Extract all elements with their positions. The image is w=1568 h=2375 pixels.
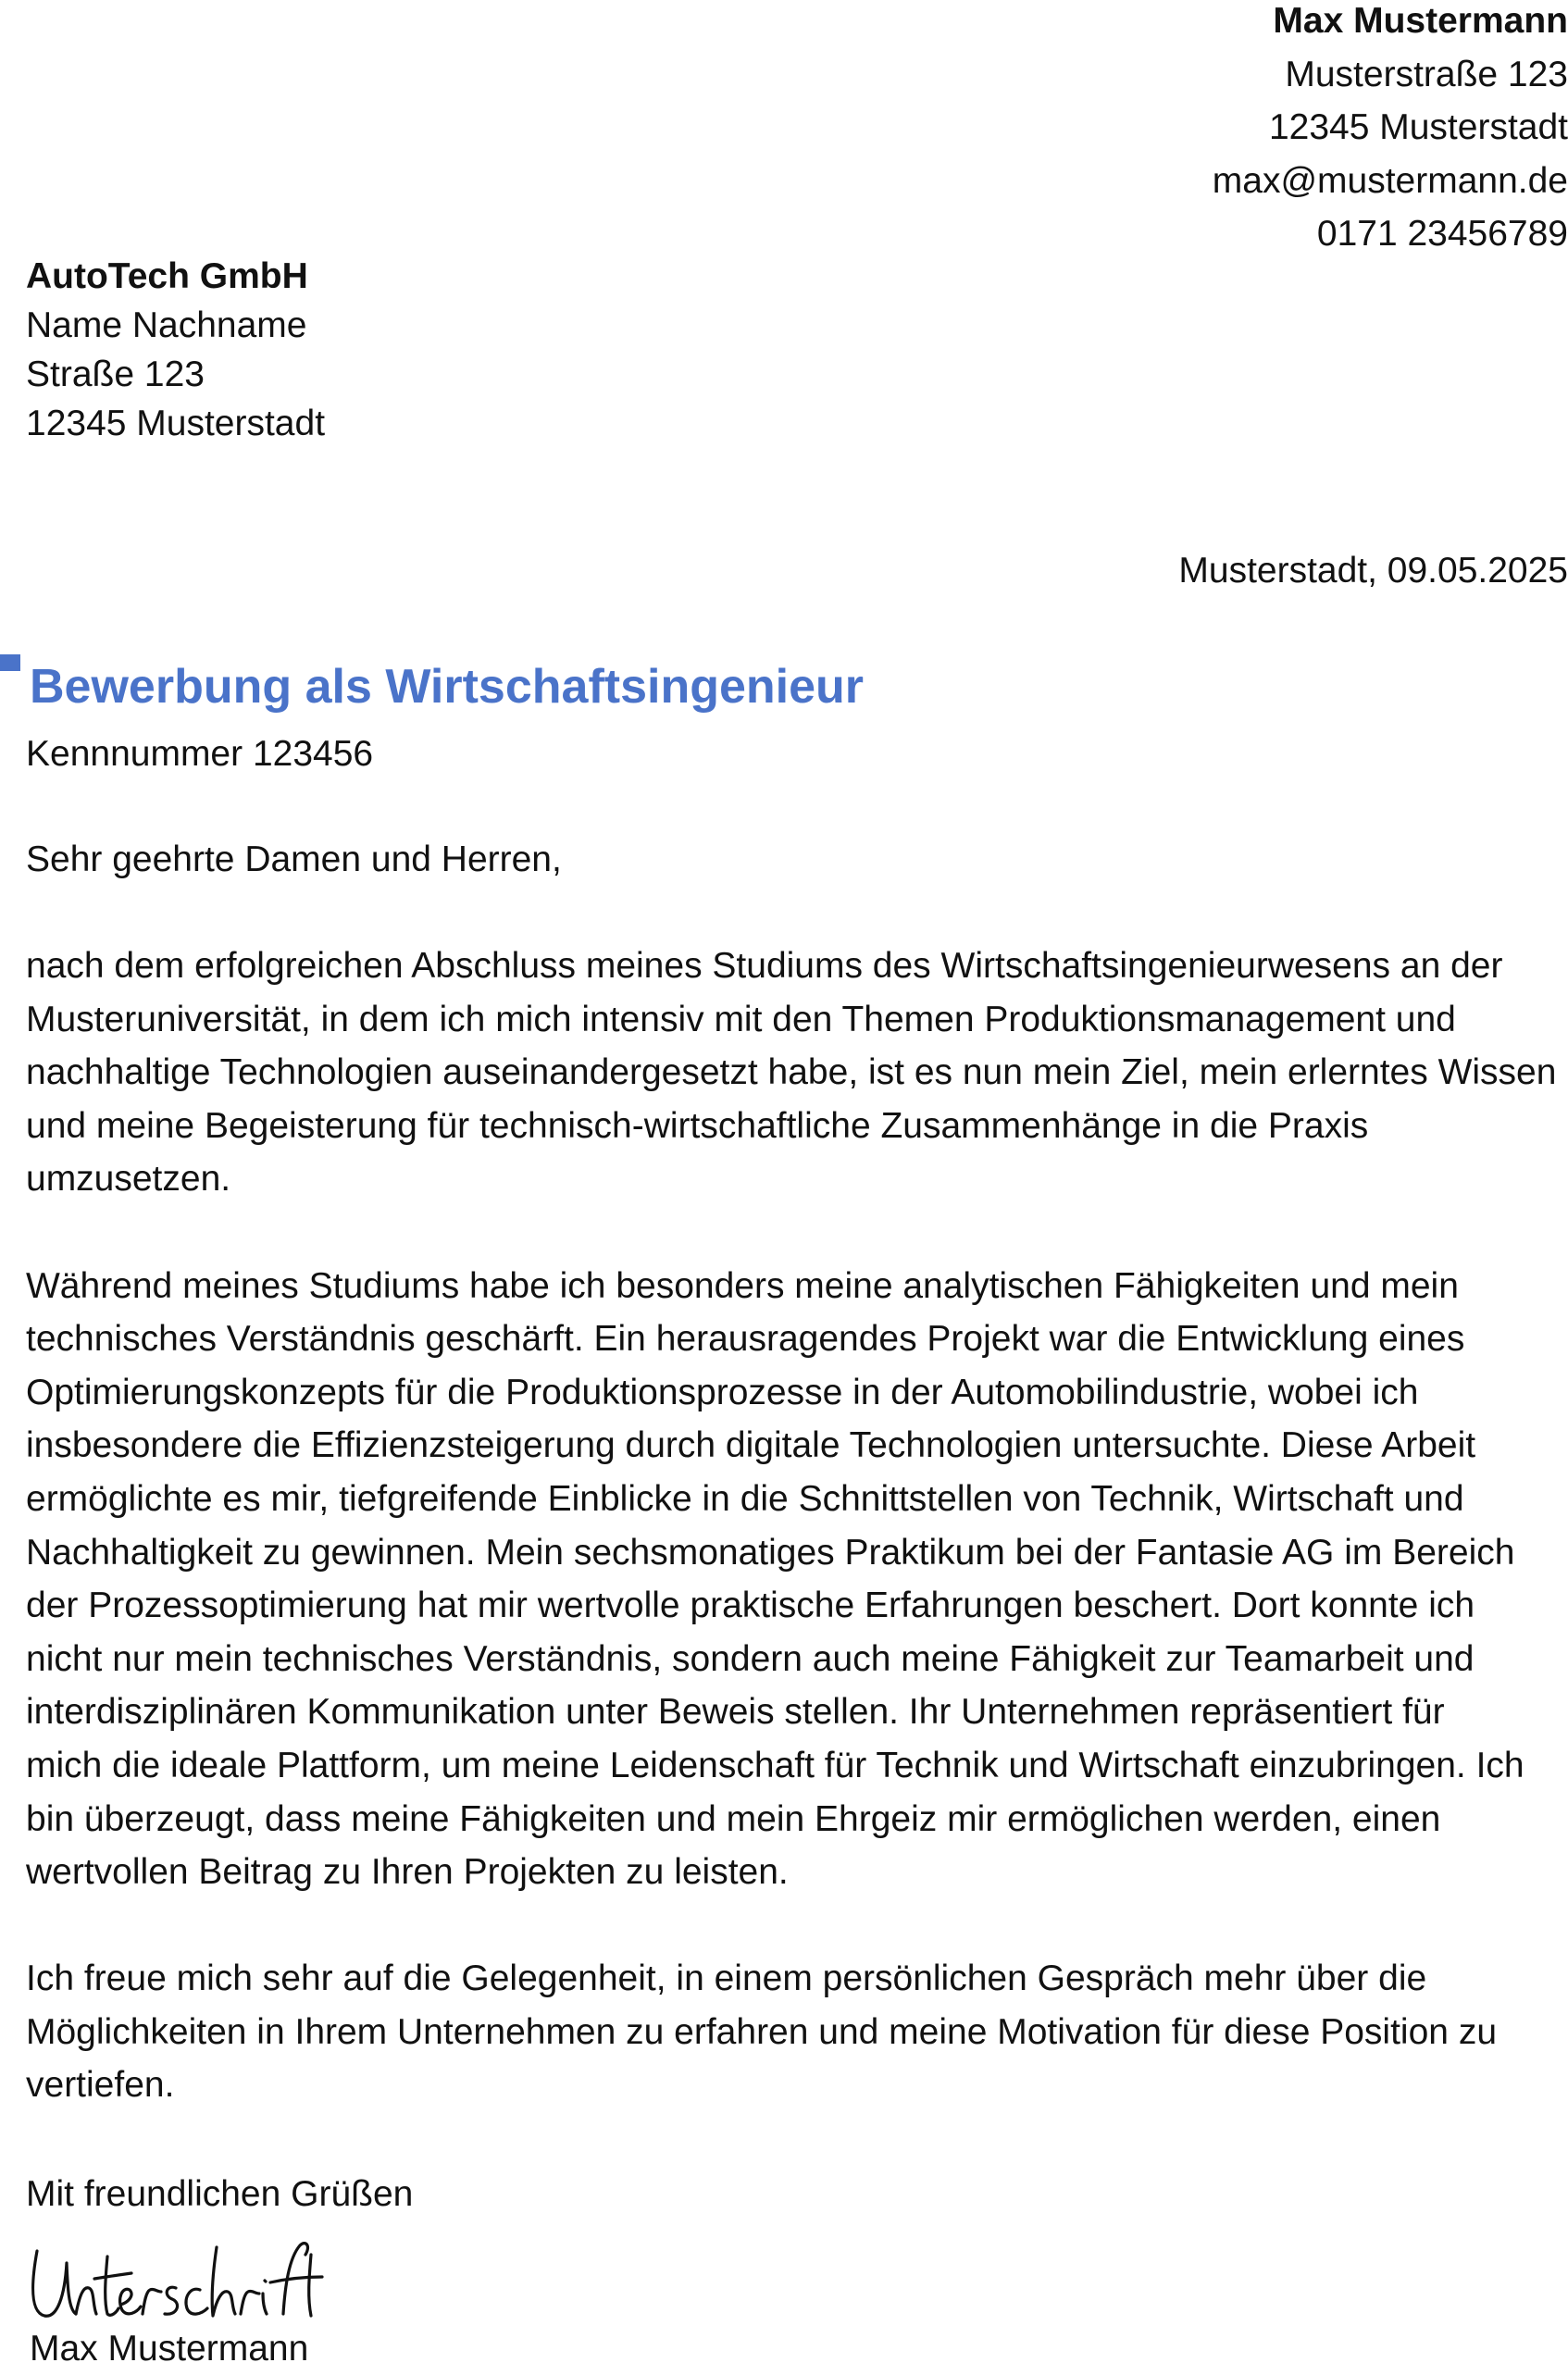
text-line: interdisziplinären Kommunikation unter Beweis stellen. Ihr Unternehmen repräsentiert für bbox=[26, 1692, 1445, 1733]
text-line: und meine Begeisterung für technisch-wirtschaftliche Zusammenhänge in die Praxis bbox=[26, 1105, 1369, 1146]
text-line: nach dem erfolgreichen Abschluss meines Studiums des Wirtschaftsingenieurwesens an der bbox=[26, 946, 1503, 986]
text-line: Ich freue mich sehr auf die Gelegenheit, in einem persönlichen Gespräch mehr über die bbox=[26, 1958, 1427, 1999]
letter-body bbox=[26, 939, 1568, 2112]
text-line: nicht nur mein technisches Verständnis, sondern auch meine Fähigkeit zur Teamarbeit und bbox=[26, 1638, 1475, 1679]
signature-drawing bbox=[28, 2231, 324, 2332]
text-line: vertiefen. bbox=[26, 2065, 175, 2106]
sender-city: 12345 Musterstadt bbox=[1268, 107, 1568, 147]
text-line: bin überzeugt, dass meine Fähigkeiten und mein Ehrgeiz mir ermöglichen werden, einen bbox=[26, 1798, 1441, 1839]
paragraph-3 bbox=[26, 1952, 1568, 2112]
text-line: technisches Verständnis geschärft. Ein herausragendes Projekt war die Entwicklung eines bbox=[26, 1319, 1465, 1360]
text-line: insbesondere die Effizienzsteigerung durch digitale Technologien untersuchte. Diese Arbeit bbox=[26, 1425, 1476, 1466]
text-line: wertvollen Beitrag zu Ihren Projekten zu leisten. bbox=[26, 1852, 789, 1893]
text-line: Möglichkeiten in Ihrem Unternehmen zu erfahren und meine Motivation für diese Position zu bbox=[26, 2011, 1498, 2052]
subject-heading: Bewerbung als Wirtschaftsingenieur bbox=[30, 660, 865, 714]
recipient-contact: Name Nachname bbox=[26, 305, 307, 345]
text-line: der Prozessoptimierung hat mir wertvolle praktische Erfahrungen beschert. Dort konnte ich bbox=[26, 1585, 1475, 1626]
recipient-address-block bbox=[26, 252, 674, 448]
text-line: umzusetzen. bbox=[26, 1159, 231, 1200]
paragraph-1 bbox=[26, 939, 1568, 1206]
salutation: Sehr geehrte Damen und Herren, bbox=[26, 839, 562, 879]
signer-name: Max Mustermann bbox=[30, 2329, 309, 2369]
recipient-company: AutoTech GmbH bbox=[26, 256, 308, 296]
text-line: ermöglichte es mir, tiefgreifende Einblicke in die Schnittstellen von Technik, Wirtschaft und bbox=[26, 1478, 1464, 1519]
letter-date: Musterstadt, 09.05.2025 bbox=[1178, 551, 1568, 591]
text-line: Musteruniversität, in dem ich mich intensiv mit den Themen Produktionsmanagement und bbox=[26, 999, 1456, 1039]
recipient-street: Straße 123 bbox=[26, 354, 205, 394]
text-line: mich die ideale Plattform, um meine Leidenschaft für Technik und Wirtschaft einzubringen. Ich bbox=[26, 1745, 1524, 1785]
sender-phone: 0171 23456789 bbox=[1316, 214, 1568, 254]
handwritten-signature bbox=[28, 2231, 324, 2332]
recipient-city: 12345 Musterstadt bbox=[26, 404, 326, 443]
heading-marker bbox=[0, 654, 20, 671]
text-line: nachhaltige Technologien auseinandergesetzt habe, ist es nun mein Ziel, mein erlerntes Wissen bbox=[26, 1052, 1557, 1093]
text-line: Während meines Studiums habe ich besonders meine analytischen Fähigkeiten und mein bbox=[26, 1265, 1459, 1306]
sender-name: Max Mustermann bbox=[1273, 1, 1568, 41]
sender-street: Musterstraße 123 bbox=[1285, 54, 1568, 94]
reference-number: Kennnummer 123456 bbox=[26, 734, 374, 774]
paragraph-2 bbox=[26, 1260, 1568, 1899]
closing-phrase: Mit freundlichen Grüßen bbox=[26, 2174, 414, 2214]
paragraph-gap bbox=[26, 1899, 1568, 1953]
text-line: Optimierungskonzepts für die Produktionsprozesse in der Automobilindustrie, wobei ich bbox=[26, 1372, 1419, 1412]
sender-address-block bbox=[865, 0, 1568, 261]
text-line: Nachhaltigkeit zu gewinnen. Mein sechsmonatiges Praktikum bei der Fantasie AG im Bereich bbox=[26, 1532, 1515, 1573]
paragraph-gap bbox=[26, 1206, 1568, 1260]
sender-email: max@mustermann.de bbox=[1212, 160, 1568, 201]
